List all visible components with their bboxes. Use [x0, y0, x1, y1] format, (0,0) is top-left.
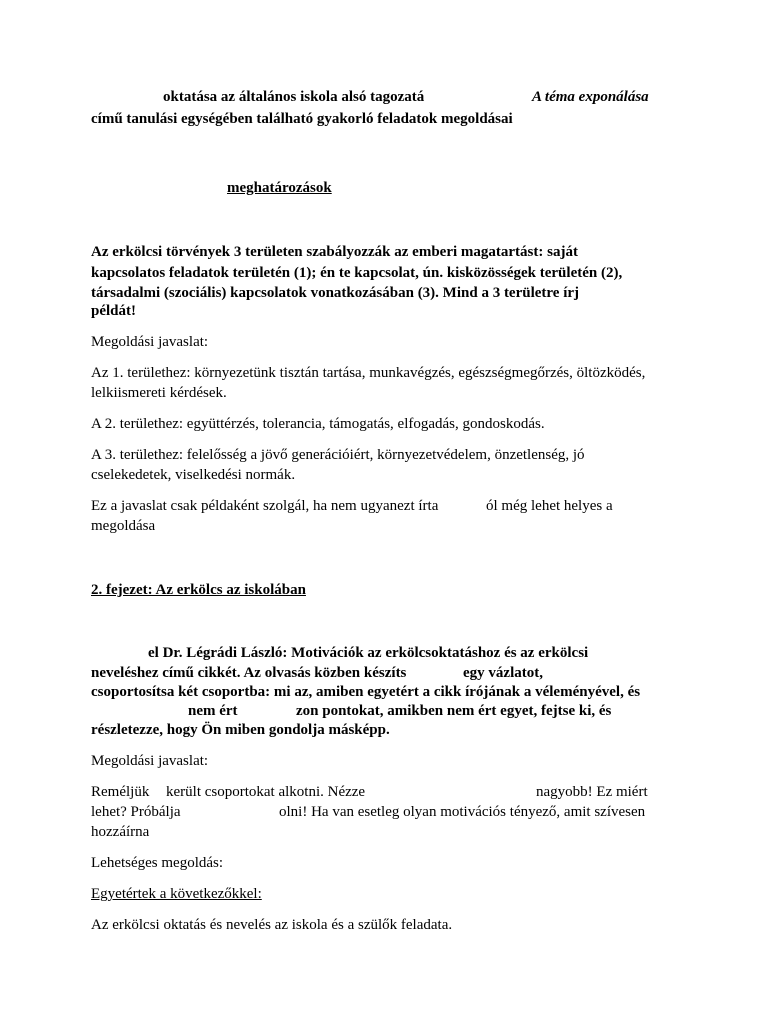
- section1-task-line4: példát!: [91, 303, 136, 319]
- section1-task-line2: kapcsolatos feladatok területén (1); én te kapcsolat, ún. kisközösségek területén (2),: [91, 265, 623, 281]
- solution-line2-part2: olni! Ha van esetleg olyan motivációs tényező, amit szívesen: [279, 804, 646, 820]
- section2-solution-label: Megoldási javaslat:: [91, 753, 209, 769]
- solution-line1-part3: nagyobb! Ez miért: [536, 784, 648, 800]
- note-line2: megoldása: [91, 518, 156, 534]
- section2-task-line1: el Dr. Légrádi László: Motivációk az erkölcsoktatáshoz és az erkölcsi: [148, 645, 589, 661]
- solution-line2-part1: lehet? Próbálja: [91, 804, 181, 820]
- section2-heading: 2. fejezet: Az erkölcs az iskolában: [91, 582, 306, 598]
- section1-solution-label: Megoldási javaslat:: [91, 334, 209, 350]
- agree-item: Az erkölcsi oktatás és nevelés az iskola és a szülők feladata.: [91, 917, 453, 933]
- section2-task-line4-part2: zon pontokat, amikben nem ért egyet, fejtse ki, és: [296, 703, 612, 719]
- area1-line2: lelkiismereti kérdések.: [91, 385, 227, 401]
- blank-underline: [91, 179, 227, 198]
- area3-line2: cselekedetek, viselkedési normák.: [91, 467, 296, 483]
- area2: A 2. területhez: együttérzés, tolerancia, támogatás, elfogadás, gondoskodás.: [91, 416, 545, 432]
- section2-task-line2-part1: neveléshez című cikkét. Az olvasás közben készíts: [91, 665, 407, 681]
- section2-task-line3: csoportosítsa két csoportba: mi az, amiben egyetért a cikk írójának a véleményével, és: [91, 684, 641, 700]
- solution-line1-part2: került csoportokat alkotni. Nézze: [166, 784, 366, 800]
- section2-task-line4-part1: nem ért: [188, 703, 238, 719]
- section1-heading-text: meghatározások: [227, 180, 332, 196]
- section2-task-line5: részletezze, hogy Ön miben gondolja másképp.: [91, 722, 390, 738]
- note-line1-part2: ól még lehet helyes a: [486, 498, 613, 514]
- section1-heading: [91, 179, 332, 198]
- possible-solution-label: Lehetséges megoldás:: [91, 855, 224, 871]
- solution-line1-part1: Reméljük: [91, 784, 150, 800]
- section2-task-line2-part2: egy vázlatot,: [463, 665, 543, 681]
- title-line1-part1: oktatása az általános iskola alsó tagozatá: [163, 89, 425, 105]
- title-line2: című tanulási egységében található gyakorló feladatok megoldásai: [91, 111, 513, 127]
- note-line1-part1: Ez a javaslat csak példaként szolgál, ha nem ugyanezt írta: [91, 498, 439, 514]
- area3-line1: A 3. területhez: felelősség a jövő generációiért, környezetvédelem, önzetlenség, jó: [91, 447, 585, 463]
- area1-line1: Az 1. területhez: környezetünk tisztán tartása, munkavégzés, egészségmegőrzés, öltözködés,: [91, 365, 646, 381]
- agree-heading: Egyetértek a következőkkel:: [91, 886, 262, 902]
- section1-task-line1: Az erkölcsi törvények 3 területen szabályozzák az emberi magatartást: saját: [91, 244, 578, 260]
- title-line1-part2: A téma exponálása: [532, 89, 649, 105]
- solution-line3: hozzáírna: [91, 824, 150, 840]
- section1-task-line3: társadalmi (szociális) kapcsolatok vonatkozásában (3). Mind a 3 területre írj: [91, 285, 580, 301]
